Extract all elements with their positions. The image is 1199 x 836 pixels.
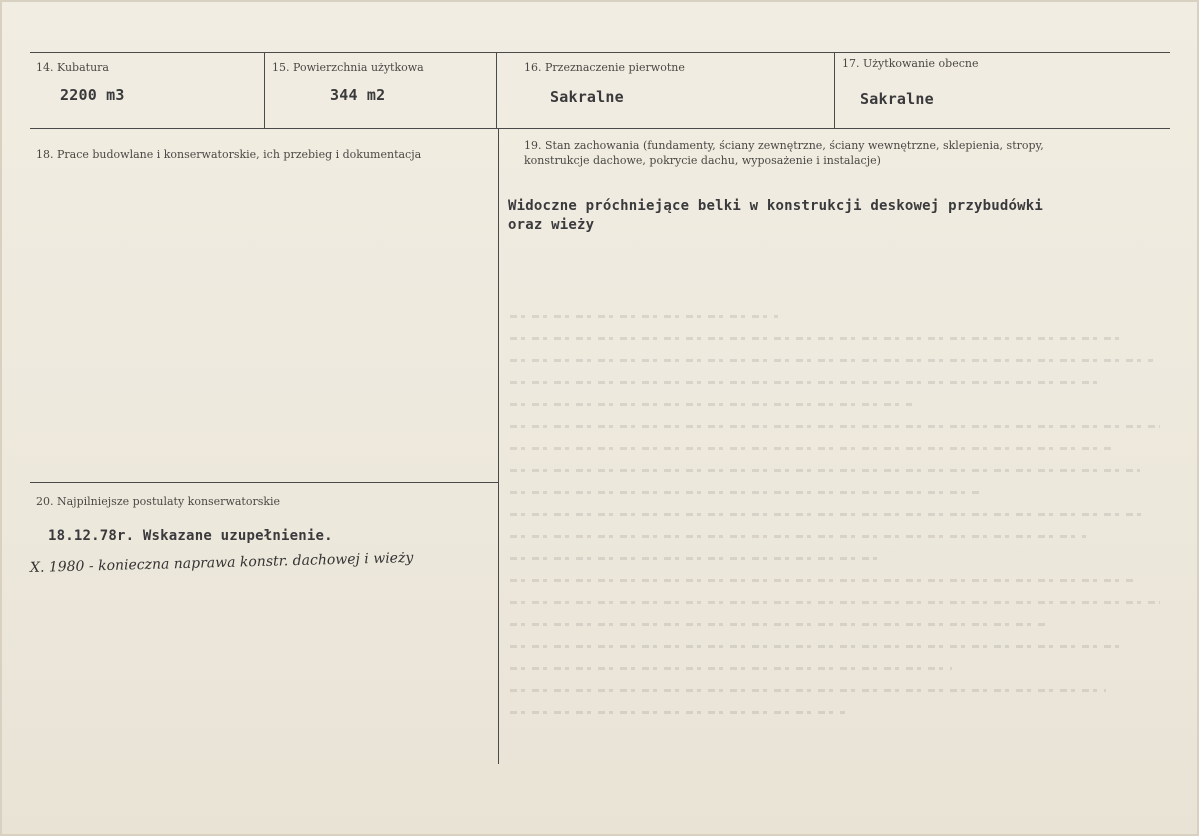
field-18-label: 18. Prace budowlane i konserwatorskie, ich przebieg i dokumentacja: [36, 148, 422, 161]
field-19-value-line2: oraz wieży: [508, 217, 595, 233]
divider-16-17: [834, 52, 835, 128]
field-14-value: 2200 m3: [60, 86, 125, 104]
field-19-value-line1: Widoczne próchniejące belki w konstrukcji deskowej przybudówki: [508, 198, 1043, 214]
divider-14-15: [264, 52, 265, 128]
center-divider: [498, 128, 499, 764]
top-rule: [30, 52, 1170, 53]
field-15-label: 15. Powierzchnia użytkowa: [272, 61, 424, 74]
row-rule-1: [30, 128, 1170, 129]
field-19-label-line1: 19. Stan zachowania (fundamenty, ściany zewnętrzne, ściany wewnętrzne, sklepienia, stropy,: [524, 139, 1044, 152]
field-16-value: Sakralne: [550, 88, 624, 106]
divider-15-16: [496, 52, 497, 128]
field-17-label: 17. Użytkowanie obecne: [842, 57, 979, 70]
field-16-label: 16. Przeznaczenie pierwotne: [524, 61, 685, 74]
field-19-label-line2: konstrukcje dachowe, pokrycie dachu, wyposażenie i instalacje): [524, 154, 881, 167]
reverse-bleed-through: [510, 315, 1180, 745]
field-20-typed-note: 18.12.78r. Wskazane uzupełnienie.: [48, 528, 333, 544]
field-14-label: 14. Kubatura: [36, 61, 109, 74]
field-17-value: Sakralne: [860, 90, 934, 108]
left-row-rule: [30, 482, 498, 483]
field-20-handwritten-note: X. 1980 - konieczna naprawa konstr. dachowej i wieży: [29, 549, 414, 576]
field-20-label: 20. Najpilniejsze postulaty konserwatorskie: [36, 495, 281, 508]
field-15-value: 344 m2: [330, 86, 386, 104]
